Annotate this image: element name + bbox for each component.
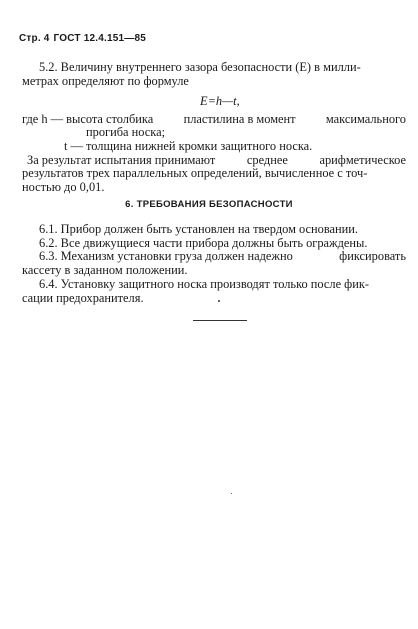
item-6-3-line-1	[39, 249, 406, 263]
where-line-2: прогиба носка;	[86, 125, 166, 139]
where-t-definition: t — толщина нижней кромки защитного носка.	[64, 139, 313, 153]
stray-dot-lower	[231, 493, 232, 494]
page-number: Стр. 4	[19, 33, 50, 44]
where-h-middle: пластилина в момент	[183, 112, 296, 126]
stray-dot	[218, 300, 220, 302]
result-line-1-a: За результат испытания принимают	[27, 153, 216, 167]
item-6-3-line-1-a: 6.3. Механизм установки груза должен надежно	[39, 249, 293, 263]
result-line-1-b: среднее	[246, 153, 288, 167]
where-h-definition: где h — высота столбика	[22, 112, 154, 126]
formula: E=h—t,	[200, 94, 240, 108]
para-5-2-line-2: метрах определяют по формуле	[22, 74, 189, 88]
result-line-3: ностью до 0,01.	[22, 180, 105, 194]
page-header	[19, 33, 146, 44]
para-5-2-line-1: 5.2. Величину внутреннего зазора безопасности (E) в милли-	[39, 60, 361, 74]
item-6-3-line-2: кассету в заданном положении.	[22, 263, 188, 277]
item-6-3-line-1-b: фиксировать	[339, 249, 406, 263]
result-line-1	[27, 153, 406, 167]
item-6-1: 6.1. Прибор должен быть установлен на твердом основании.	[39, 222, 359, 236]
item-6-2: 6.2. Все движущиеся части прибора должны быть ограждены.	[39, 236, 368, 250]
item-6-4-line-2: сации предохранителя.	[22, 291, 144, 305]
where-line-1	[22, 112, 406, 126]
where-h-end: максимального	[325, 112, 406, 126]
result-line-1-c: арифметическое	[319, 153, 406, 167]
section-title: 6. ТРЕБОВАНИЯ БЕЗОПАСНОСТИ	[125, 199, 293, 210]
standard-code: ГОСТ 12.4.151—85	[53, 33, 146, 44]
result-line-2: результатов трех параллельных определений, вычисленное с точ-	[22, 166, 368, 180]
end-rule	[193, 320, 247, 321]
item-6-4-line-1: 6.4. Установку защитного носка производят только после фик-	[39, 277, 369, 291]
